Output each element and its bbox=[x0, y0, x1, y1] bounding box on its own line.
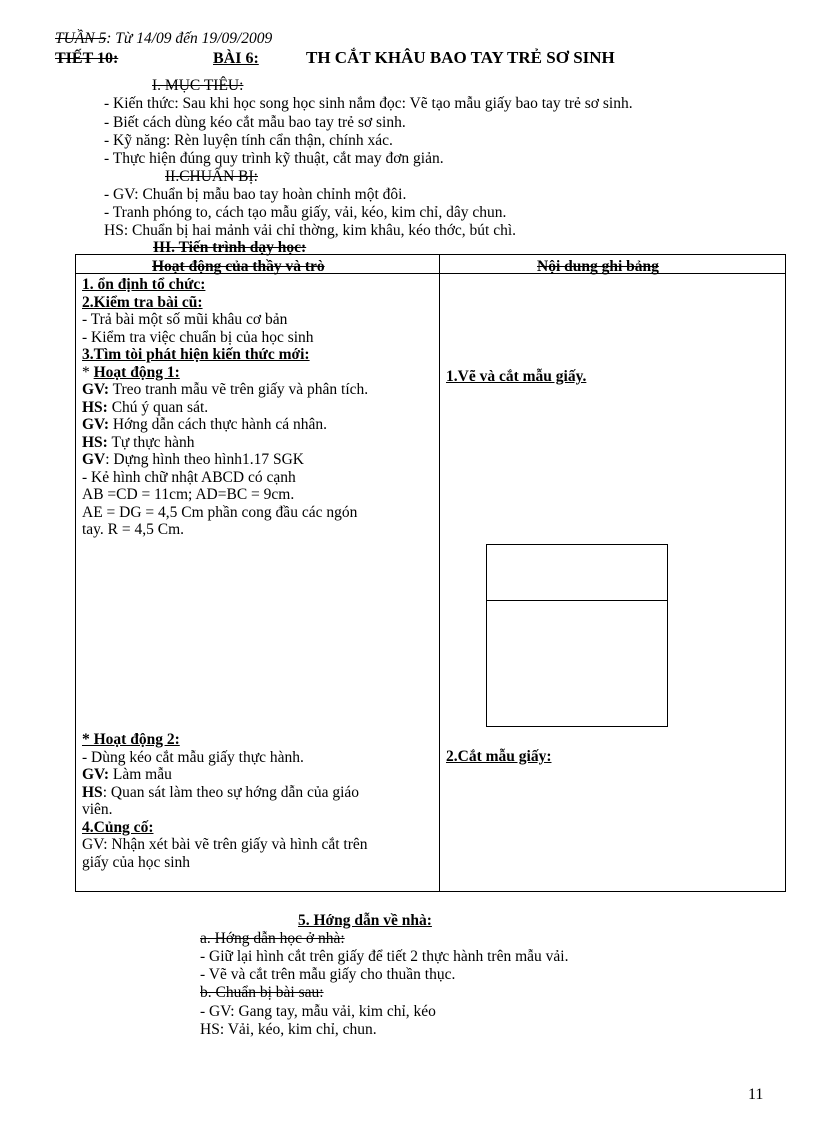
homework-b-item-2: HS: Vải, kéo, kim chỉ, chun. bbox=[200, 1021, 377, 1038]
table-left-line bbox=[82, 731, 368, 749]
col1-header: Hoạt động của thầy và trò bbox=[152, 258, 325, 275]
table-left-line bbox=[82, 364, 368, 382]
table-left-line bbox=[82, 329, 368, 347]
glove-pattern-divider bbox=[486, 600, 667, 601]
table-left-line bbox=[82, 836, 368, 854]
table-left-line bbox=[82, 416, 368, 434]
line-text: tay. R = 4,5 Cm. bbox=[82, 521, 185, 538]
lesson-label: BÀI 6: bbox=[213, 50, 259, 67]
table-left-line bbox=[82, 276, 368, 294]
objective-item-1: - Kiến thức: Sau khi học song học sinh nắm đọc: Vẽ tạo mẫu giấy bao tay trẻ sơ sinh. bbox=[104, 95, 633, 112]
line-prefix: GV: bbox=[82, 381, 109, 398]
line-prefix: HS: bbox=[82, 433, 108, 451]
table-left-line bbox=[82, 469, 368, 487]
lesson-title: TH CẮT KHÂU BAO TAY TRẺ SƠ SINH bbox=[306, 48, 615, 67]
table-left-line bbox=[82, 766, 368, 784]
line-text: GV: Nhận xét bài vẽ trên giấy và hình cắt trên bbox=[82, 836, 368, 853]
table-left-line bbox=[82, 784, 368, 802]
line-prefix: HS bbox=[82, 783, 103, 801]
line-prefix: GV: bbox=[82, 416, 109, 433]
table-left-line bbox=[82, 399, 368, 417]
line-prefix: HS: bbox=[82, 398, 108, 416]
line-text: Chú ý quan sát. bbox=[107, 398, 209, 416]
line-text: * Hoạt động 2: bbox=[82, 731, 180, 748]
table-left-line bbox=[82, 749, 368, 767]
table-left-line bbox=[82, 311, 368, 329]
left-column-block-2 bbox=[82, 731, 368, 871]
line-text: : Dựng hình theo hình1.17 SGK bbox=[105, 451, 304, 468]
homework-a-item-2: - Vẽ và cắt trên mẫu giấy cho thuần thục. bbox=[200, 966, 456, 983]
line-text: : Quan sát làm theo sự hớng dẫn của giáo bbox=[102, 783, 360, 801]
table-left-line bbox=[82, 486, 368, 504]
line-text: - Kiểm tra việc chuẩn bị của học sinh bbox=[82, 328, 314, 346]
line-text: Treo tranh mẫu vẽ trên giấy và phân tích. bbox=[109, 381, 369, 398]
line-text: AE = DG = 4,5 Cm phần cong đầu các ngón bbox=[82, 503, 358, 521]
line-text: 4.Củng cố: bbox=[82, 818, 154, 836]
homework-heading: 5. Hớng dẫn về nhà: bbox=[298, 912, 432, 929]
line-text: Làm mẫu bbox=[109, 766, 172, 783]
preparation-item-2: - Tranh phóng to, cách tạo mẫu giấy, vải, kéo, kim chỉ, dây chun. bbox=[104, 204, 507, 221]
line-text: viên. bbox=[82, 801, 113, 818]
line-prefix: GV: bbox=[82, 766, 109, 783]
homework-sub-b: b. Chuẩn bị bài sau: bbox=[200, 984, 324, 1001]
line-text: 1. ổn định tổ chức: bbox=[82, 276, 206, 293]
table-left-line bbox=[82, 381, 368, 399]
line-prefix: * bbox=[82, 363, 94, 381]
line-text: - Kẻ hình chữ nhật ABCD có cạnh bbox=[82, 468, 296, 486]
table-left-line bbox=[82, 801, 368, 819]
line-text: - Trả bài một số mũi khâu cơ bản bbox=[82, 311, 288, 328]
preparation-heading: II.CHUẨN BỊ: bbox=[165, 168, 258, 185]
table-left-line bbox=[82, 521, 368, 539]
homework-a-item-1: - Giữ lại hình cắt trên giấy để tiết 2 thực hành trên mẫu vải. bbox=[200, 948, 569, 965]
right-item-2: 2.Cắt mẫu giấy: bbox=[446, 748, 552, 765]
line-text: 3.Tìm tòi phát hiện kiến thức mới: bbox=[82, 346, 310, 363]
table-left-line bbox=[82, 819, 368, 837]
week-label: TUẦN 5 bbox=[55, 30, 107, 47]
table-column-divider bbox=[439, 254, 440, 891]
objectives-heading: I. MỤC TIÊU: bbox=[152, 77, 244, 94]
line-text: 2.Kiểm tra bài cũ: bbox=[82, 293, 203, 311]
line-text: giấy của học sinh bbox=[82, 853, 191, 871]
page-number: 11 bbox=[748, 1086, 764, 1103]
week-dates: : Từ 14/09 đến 19/09/2009 bbox=[106, 30, 273, 47]
objective-item-3: - Kỹ năng: Rèn luyện tính cẩn thận, chính xác. bbox=[104, 132, 393, 149]
line-text: Hoạt động 1: bbox=[93, 363, 180, 381]
right-item-1: 1.Vẽ và cắt mẫu giấy. bbox=[446, 368, 587, 385]
line-text: Tự thực hành bbox=[107, 433, 195, 451]
glove-pattern-rectangle bbox=[486, 544, 668, 727]
week-line bbox=[55, 30, 272, 48]
line-prefix: GV bbox=[82, 451, 106, 468]
process-heading: III. Tiến trình dạy học: bbox=[153, 239, 307, 256]
table-left-line bbox=[82, 294, 368, 312]
objective-item-2: - Biết cách dùng kéo cắt mẫu bao tay trẻ sơ sinh. bbox=[104, 114, 406, 131]
preparation-item-1: - GV: Chuẩn bị mẫu bao tay hoàn chỉnh một đôi. bbox=[104, 186, 407, 203]
homework-sub-a: a. Hớng dẫn học ở nhà: bbox=[200, 930, 345, 947]
homework-b-item-1: - GV: Gang tay, mẫu vải, kim chỉ, kéo bbox=[200, 1003, 436, 1020]
table-left-line bbox=[82, 451, 368, 469]
table-left-line bbox=[82, 434, 368, 452]
line-text: Hớng dẫn cách thực hành cá nhân. bbox=[109, 416, 328, 433]
line-text: - Dùng kéo cắt mẫu giấy thực hành. bbox=[82, 748, 304, 766]
period-label: TIẾT 10: bbox=[55, 50, 119, 67]
table-left-line bbox=[82, 504, 368, 522]
line-text: AB =CD = 11cm; AD=BC = 9cm. bbox=[82, 486, 295, 503]
table-left-line bbox=[82, 346, 368, 364]
col2-header: Nội dung ghi bảng bbox=[537, 258, 659, 275]
objective-item-4: - Thực hiện đúng quy trình kỹ thuật, cắt may đơn giản. bbox=[104, 150, 444, 167]
table-left-line bbox=[82, 854, 368, 872]
left-column-block-1 bbox=[82, 276, 368, 539]
preparation-item-3: HS: Chuẩn bị hai mảnh vải chỉ thờng, kim khâu, kéo thớc, bút chì. bbox=[104, 222, 517, 239]
